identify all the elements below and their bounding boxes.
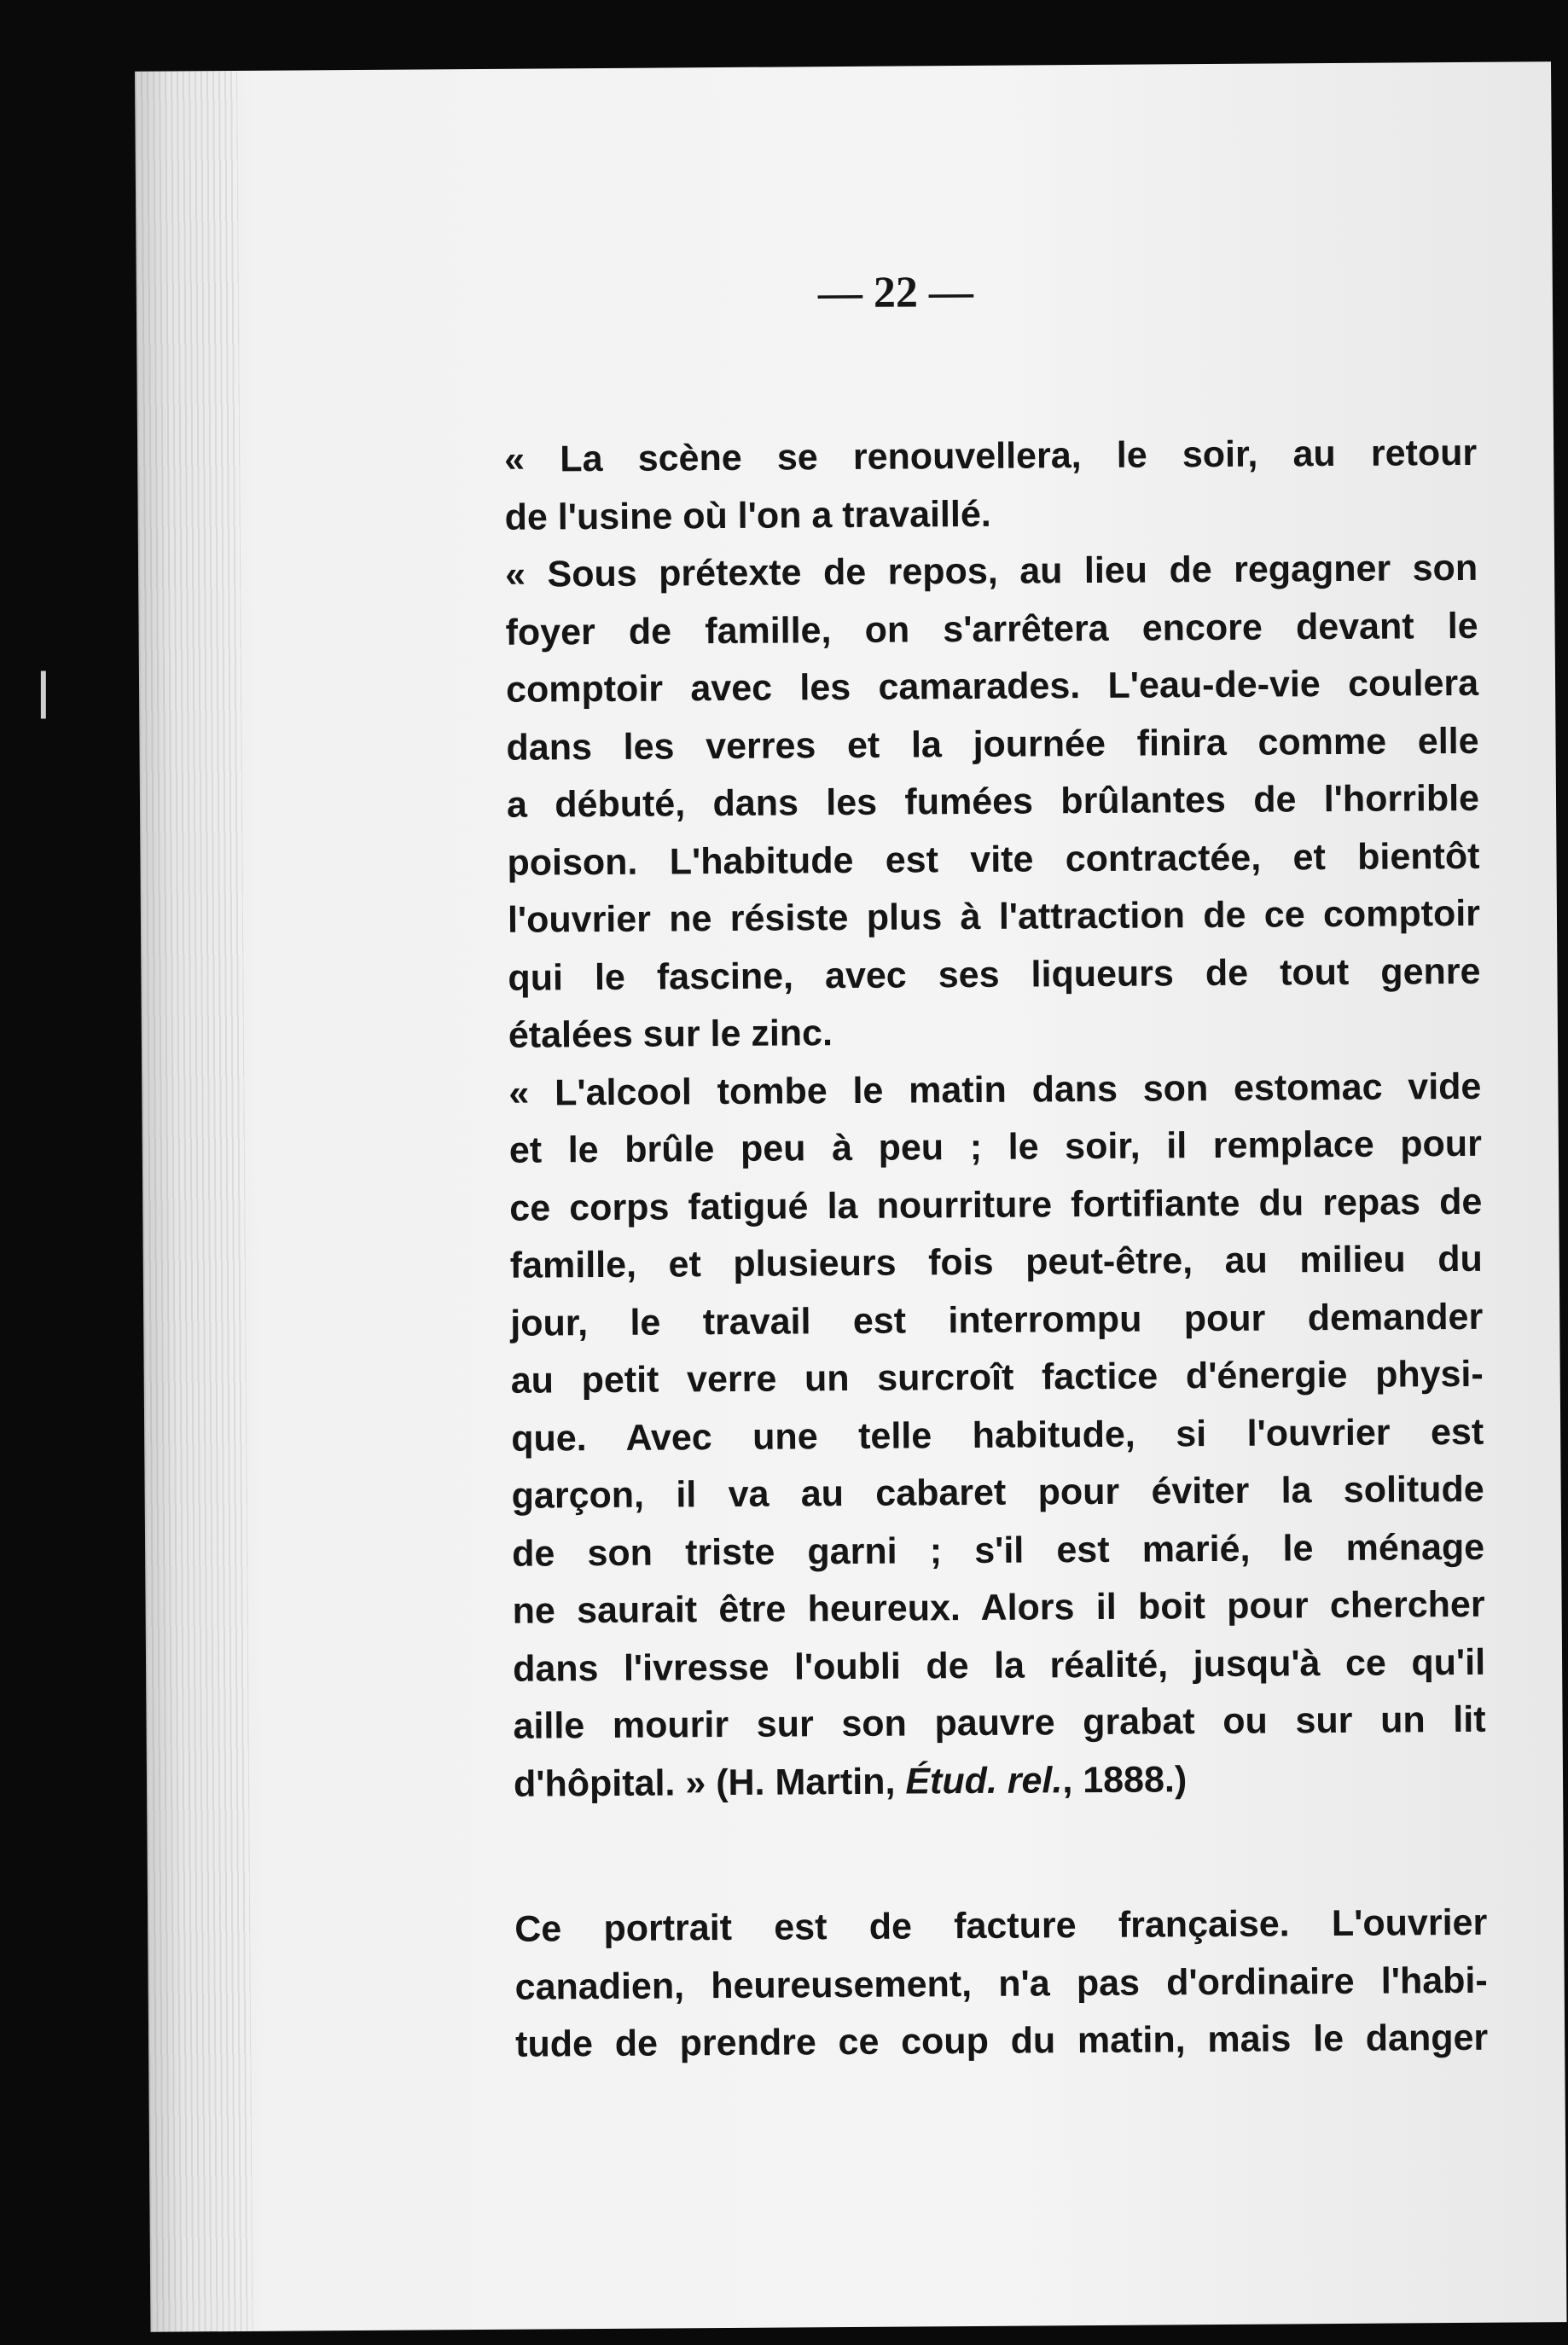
text-line: « L'alcool tombe le matin dans son estomac vide — [508, 1065, 1482, 1114]
page-stack-edges — [135, 71, 253, 2332]
text-line: de l'usine où l'on a travaillé. — [504, 493, 991, 538]
text-line: aille mourir sur son pauvre grabat ou sur un lit — [513, 1698, 1486, 1747]
citation-title: Étud. rel. — [905, 1759, 1063, 1802]
text-line: poison. L'habitude est vite contractée, et bientôt — [507, 835, 1480, 884]
text-line: foyer de famille, on s'arrêtera encore devant le — [505, 605, 1478, 653]
text-line: qui le fascine, avec ses liqueurs de tout genre — [508, 950, 1481, 999]
text-line: étalées sur le zinc. — [508, 1013, 833, 1056]
text-line: au petit verre un surcroît factice d'énergie physi- — [510, 1353, 1484, 1402]
text-line: canadien, heureusement, n'a pas d'ordinaire l'habi- — [514, 1959, 1488, 2008]
text-line: ce corps fatigué la nourriture fortifiante du repas de — [509, 1181, 1483, 1229]
text-line: l'ouvrier ne résiste plus à l'attraction de ce comptoir — [507, 892, 1481, 941]
margin-scratch-mark: ǀ — [36, 661, 51, 721]
closing-paragraph — [514, 1895, 1488, 2074]
text-line: « La scène se renouvellera, le soir, au retour — [504, 432, 1478, 480]
citation-suffix: , 1888.) — [1062, 1758, 1188, 1801]
text-line: dans les verres et la journée finira comme elle — [506, 720, 1479, 769]
page-number: — 22 — — [817, 267, 974, 318]
citation-prefix: d'hôpital. » (H. Martin, — [513, 1761, 906, 1805]
text-line: et le brûle peu à peu ; le soir, il remplace pour — [508, 1123, 1483, 1171]
text-line: « Sous prétexte de repos, au lieu de regagner son — [504, 547, 1478, 595]
citation-line — [514, 1749, 1486, 1813]
text-line: tude de prendre ce coup du matin, mais le danger — [515, 2017, 1489, 2065]
text-line: dans l'ivresse l'oubli de la réalité, jusqu'à ce qu'il — [512, 1641, 1486, 1690]
text-line: que. Avec une telle habitude, si l'ouvrier est — [511, 1411, 1484, 1460]
text-line: garçon, il va au cabaret pour éviter la solitude — [511, 1468, 1484, 1517]
text-line: de son triste garni ; s'il est marié, le ménage — [511, 1526, 1485, 1575]
text-line: comptoir avec les camarades. L'eau-de-vie coulera — [505, 662, 1479, 711]
text-line: famille, et plusieurs fois peut-être, au milieu du — [509, 1238, 1483, 1286]
text-line: jour, le travail est interrompu pour demander — [510, 1296, 1484, 1344]
text-line: Ce portrait est de facture française. L'ouvrier — [514, 1901, 1488, 1950]
book-page — [135, 61, 1566, 2332]
quoted-passage — [504, 425, 1486, 1814]
text-line: a débuté, dans les fumées brûlantes de l'horrible — [506, 777, 1480, 826]
text-line: ne saurait être heureux. Alors il boit pour chercher — [512, 1583, 1485, 1632]
